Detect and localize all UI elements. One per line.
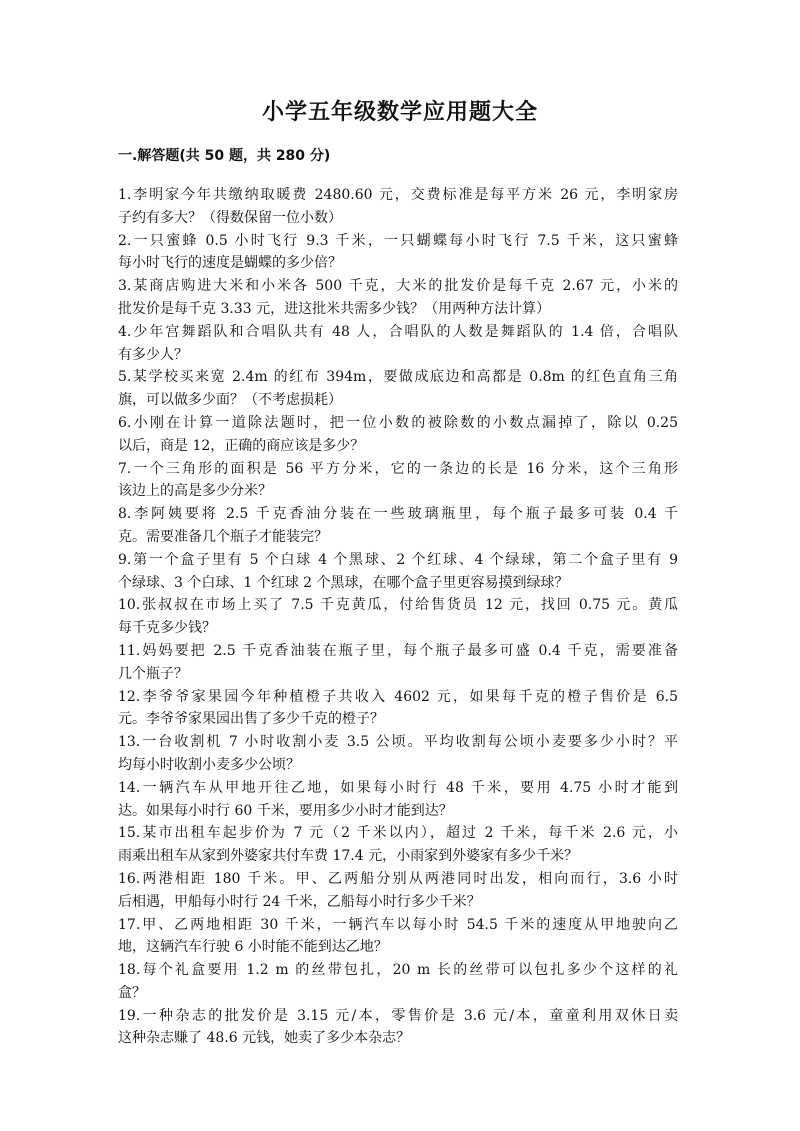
question-text-line: 元。李爷爷家果园出售了多少千克的橙子？	[118, 711, 384, 728]
question-item	[118, 366, 678, 412]
question-text-line: 5.某学校买来宽 2.4m 的红布 394m，要做成底边和高都是 0.8m 的红色直角三角	[118, 369, 678, 386]
question-item	[118, 686, 678, 732]
question-text-line: 该边上的高是多少分米？	[118, 483, 272, 500]
question-item	[118, 959, 678, 1005]
question-text-line: 12.李爷爷家果园今年种植橙子共收入 4602 元，如果每千克的橙子售价是 6.5	[118, 688, 678, 705]
question-item	[118, 549, 678, 595]
question-text-line: 3.某商店购进大米和小米各 500 千克，大米的批发价是每千克 2.67 元，小米的	[118, 278, 678, 295]
question-text-line: 1.李明家今年共缴纳取暖费 2480.60 元，交费标准是每平方米 26 元，李明家房	[118, 187, 678, 203]
question-text-line: 地，这辆汽车行驶 6 小时能不能到达乙地？	[118, 939, 388, 956]
page-title: 小学五年级数学应用题大全	[261, 100, 538, 125]
question-text-line: 11.妈妈要把 2.5 千克香油装在瓶子里，每个瓶子最多可盛 0.4 千克，需要准备	[118, 642, 678, 659]
question-item	[118, 458, 678, 504]
question-text-line: 达。如果每小时行 60 千米，要用多少小时才能到达？	[118, 802, 453, 819]
question-item	[118, 230, 678, 276]
question-text-line: 盒？	[118, 984, 146, 1001]
question-text-line: 每千克多少钱？	[118, 620, 216, 637]
question-text-line: 2.一只蜜蜂 0.5 小时飞行 9.3 千米，一只蝴蝶每小时飞行 7.5 千米，这只蜜蜂	[118, 232, 678, 249]
question-text-line: 这种杂志赚了 48.6 元钱，她卖了多少本杂志？	[118, 1030, 411, 1047]
question-text-line: 6.小刚在计算一道除法题时，把一位小数的被除数的小数点漏掉了，除以 0.25	[118, 414, 678, 431]
question-item	[118, 868, 678, 914]
question-text-line: 批发价是每千克 3.33 元，进这批米共需多少钱？（用两种方法计算）	[118, 300, 551, 317]
question-text-line: 雨乘出租车从家到外婆家共付车费 17.4 元，小雨家到外婆家有多少千米？	[118, 848, 579, 865]
question-text-line: 均每小时收割小麦多少公顷？	[118, 756, 300, 773]
question-text-line: 15.某市出租车起步价为 7 元（2 千米以内），超过 2 千米，每千米 2.6 元，小	[118, 825, 678, 842]
question-text-line: 16.两港相距 180 千米。甲、乙两船分别从两港同时出发，相向而行，3.6 小时	[118, 870, 678, 887]
question-text-line: 8.李阿姨要将 2.5 千克香油分装在一些玻璃瓶里，每个瓶子最多可装 0.4 千	[118, 506, 678, 523]
section-heading: 一.解答题(共 50 题，共 280 分)	[118, 148, 331, 164]
question-item	[118, 731, 678, 777]
question-item	[118, 1005, 678, 1051]
question-item	[118, 640, 678, 686]
question-item	[118, 822, 678, 868]
question-item	[118, 321, 678, 367]
question-text-line: 几个瓶子？	[118, 665, 188, 682]
question-text-line: 18.每个礼盒要用 1.2 m 的丝带包扎，20 m 长的丝带可以包扎多少个这样的礼	[118, 962, 678, 979]
question-item	[118, 914, 678, 960]
question-text-line: 7.一个三角形的面积是 56 平方分米，它的一条边的长是 16 分米，这个三角形	[118, 460, 678, 477]
question-text-line: 4.少年宫舞蹈队和合唱队共有 48 人，合唱队的人数是舞蹈队的 1.4 倍，合唱队	[118, 323, 678, 340]
question-list	[118, 184, 678, 1050]
question-text-line: 17.甲、乙两地相距 30 千米，一辆汽车以每小时 54.5 千米的速度从甲地驶向乙	[118, 916, 678, 933]
question-text-line: 19.一种杂志的批发价是 3.15 元/本，零售价是 3.6 元/本，童童利用双休日卖	[118, 1007, 678, 1024]
question-item	[118, 275, 678, 321]
question-text-line: 10.张叔叔在市场上买了 7.5 千克黄瓜，付给售货员 12 元，找回 0.75 元。黄瓜	[118, 597, 678, 614]
question-text-line: 14.一辆汽车从甲地开往乙地，如果每小时行 48 千米，要用 4.75 小时才能到	[118, 779, 678, 796]
question-item	[118, 412, 678, 458]
question-item	[118, 594, 678, 640]
question-text-line: 克。需要准备几个瓶子才能装完？	[118, 528, 328, 545]
question-text-line: 9.第一个盒子里有 5 个白球 4 个黑球、2 个红球、4 个绿球，第二个盒子里有 9	[118, 551, 678, 568]
question-text-line: 以后，商是 12，正确的商应该是多少？	[118, 437, 365, 454]
question-item	[118, 503, 678, 549]
question-text-line: 有多少人？	[118, 346, 188, 363]
question-text-line: 旗，可以做多少面？（不考虑损耗）	[118, 392, 342, 409]
question-text-line: 子约有多大？（得数保留一位小数）	[118, 209, 342, 226]
question-item	[118, 184, 678, 230]
question-text-line: 13.一台收割机 7 小时收割小麦 3.5 公顷。平均收割每公顷小麦要多少小时？平	[118, 734, 678, 751]
question-text-line: 个绿球、3 个白球、1 个红球 2 个黑球，在哪个盒子里更容易摸到绿球？	[118, 574, 569, 591]
question-item	[118, 777, 678, 823]
question-text-line: 每小时飞行的速度是蝴蝶的多少倍？	[118, 255, 342, 272]
question-text-line: 后相遇，甲船每小时行 24 千米，乙船每小时行多少千米？	[118, 893, 481, 910]
